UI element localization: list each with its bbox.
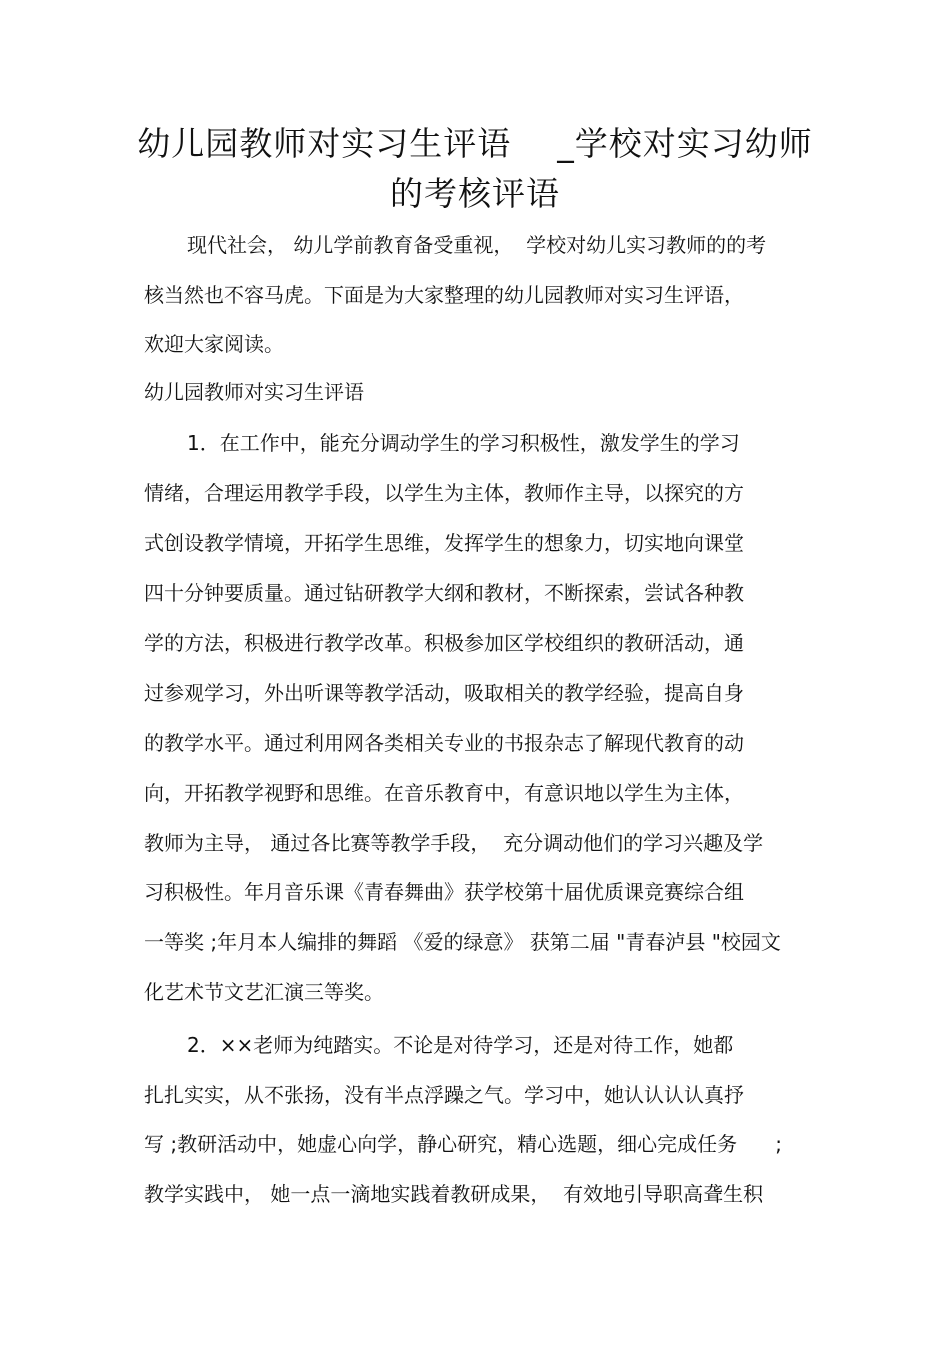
paragraph-line: 扎扎实实，从不张扬，没有半点浮躁之气。学习中，她认认认认真抒	[144, 1083, 744, 1107]
paragraph-line: 学的方法，积极进行教学改革。积极参加区学校组织的教研活动，通	[144, 631, 744, 655]
page-title: 幼儿园教师对实习生评语 _学校对实习幼师	[137, 124, 813, 163]
intro-line: 现代社会， 幼儿学前教育备受重视， 学校对幼儿实习教师的的考	[187, 233, 767, 257]
paragraph-line: 1．在工作中，能充分调动学生的学习积极性，激发学生的学习	[187, 431, 740, 455]
paragraph-line: 过参观学习，外出听课等教学活动，吸取相关的教学经验，提高自身	[144, 681, 744, 705]
paragraph-line: 教师为主导， 通过各比赛等教学手段， 充分调动他们的学习兴趣及学	[144, 831, 764, 855]
paragraph-line: 的教学水平。通过利用网各类相关专业的书报杂志了解现代教育的动	[144, 731, 744, 755]
paragraph-line: 向，开拓教学视野和思维。在音乐教育中，有意识地以学生为主体，	[144, 781, 744, 805]
paragraph-line: 2．××老师为纯踏实。不论是对待学习，还是对待工作，她都	[187, 1033, 734, 1057]
paragraph-line: 习积极性。年月音乐课《青春舞曲》获学校第十届优质课竞赛综合组	[144, 880, 744, 904]
paragraph-line: 教学实践中， 她一点一滴地实践着教研成果， 有效地引导职高聋生积	[144, 1182, 764, 1206]
paragraph-line: 情绪，合理运用教学手段，以学生为主体，教师作主导，以探究的方	[144, 481, 744, 505]
paragraph-line: 化艺术节文艺汇演三等奖。	[144, 980, 384, 1004]
section-heading: 幼儿园教师对实习生评语	[144, 380, 364, 404]
page-title-continued: 的考核评语	[390, 174, 560, 213]
paragraph-line: 四十分钟要质量。通过钻研教学大纲和教材，不断探索，尝试各种教	[144, 581, 744, 605]
paragraph-line: 写 ;教研活动中，她虚心向学，静心研究，精心选题，细心完成任务 ;	[144, 1132, 782, 1156]
intro-line: 欢迎大家阅读。	[144, 332, 284, 356]
intro-line: 核当然也不容马虎。下面是为大家整理的幼儿园教师对实习生评语，	[144, 283, 744, 307]
paragraph-line: 式创设教学情境，开拓学生思维，发挥学生的想象力，切实地向课堂	[144, 531, 744, 555]
paragraph-line: 一等奖 ;年月本人编排的舞蹈 《爱的绿意》 获第二届 "青春泸县 "校园文	[144, 930, 781, 954]
